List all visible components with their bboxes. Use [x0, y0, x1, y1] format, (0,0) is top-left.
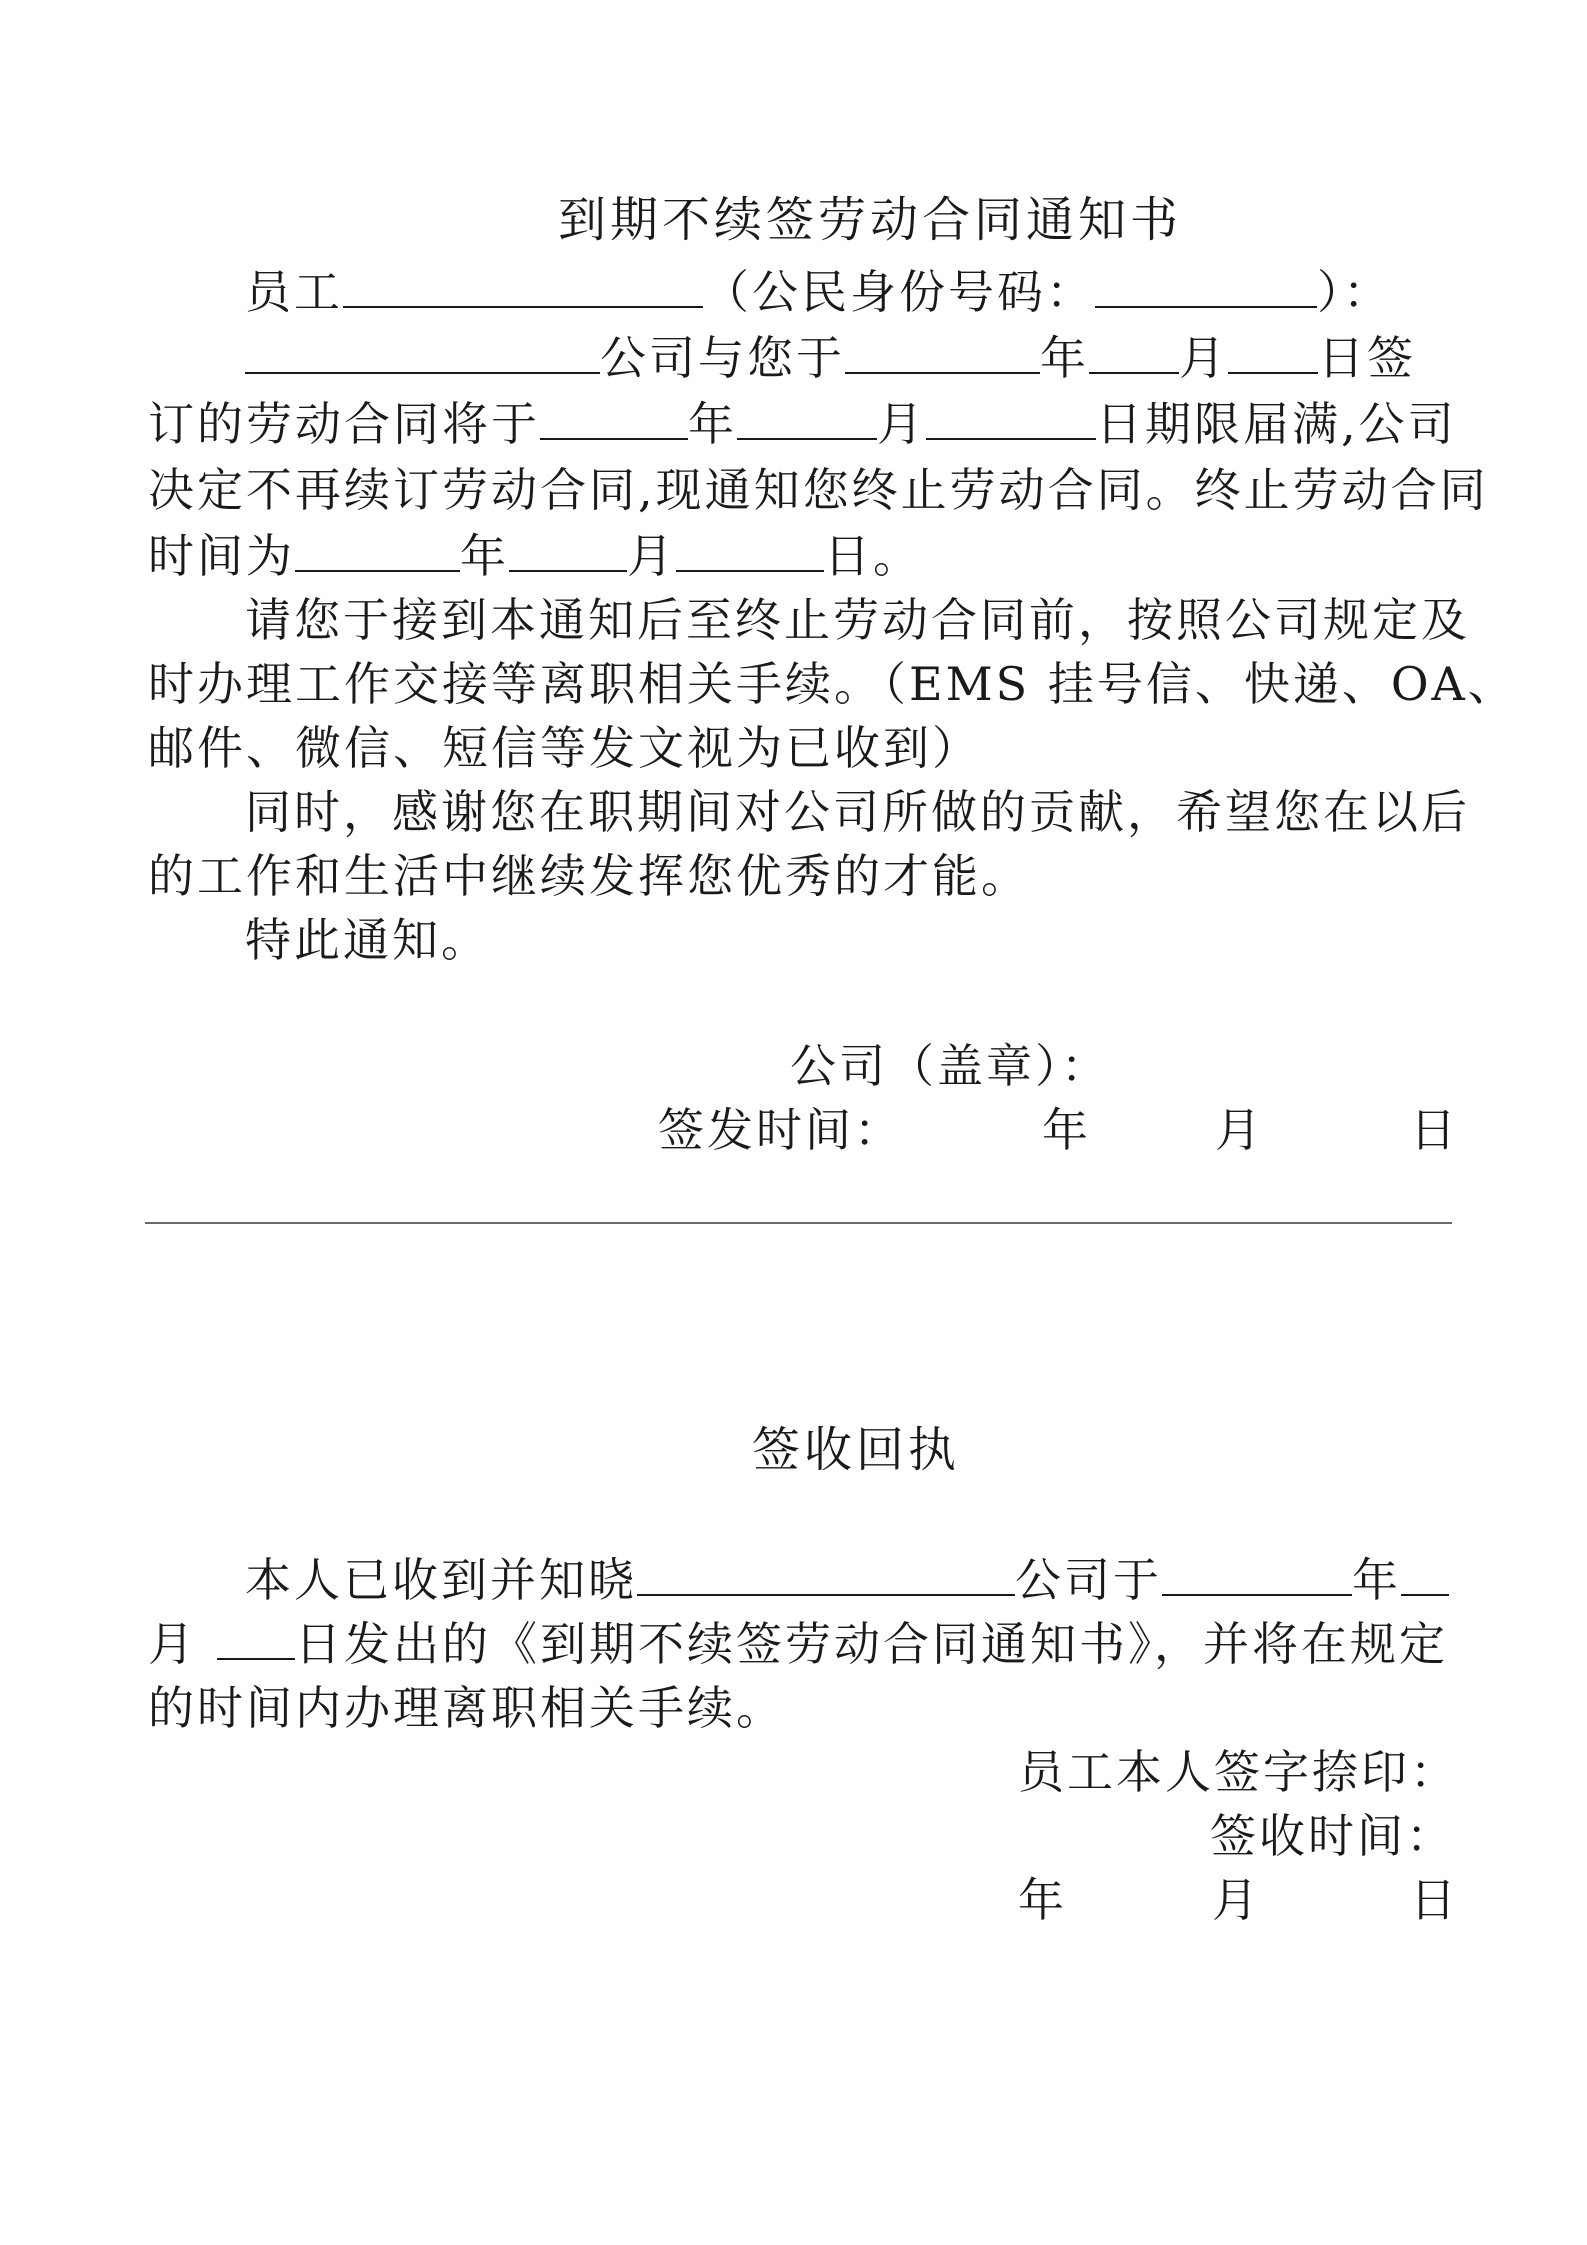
separator-line: [145, 1222, 1452, 1224]
issue-day-text: 日: [1410, 1103, 1459, 1157]
receipt-month-text: 月: [1212, 1873, 1261, 1927]
receipt-day-text: 日: [1410, 1873, 1459, 1927]
sign-day-blank[interactable]: [1228, 328, 1318, 374]
id-number-label: （公民身份号码：: [703, 265, 1095, 319]
company-name-blank[interactable]: [245, 328, 600, 374]
thanks-paragraph-line1: 同时，感谢您在职期间对公司所做的贡献，希望您在以后: [245, 785, 1470, 839]
day-text: 日。: [824, 529, 922, 583]
id-number-close: ）：: [1317, 265, 1392, 319]
termination-day-blank[interactable]: [676, 526, 824, 572]
notice-title: 到期不续签劳动合同通知书: [558, 192, 1183, 248]
employee-label: 员工: [245, 265, 343, 319]
receipt-year-blank[interactable]: [1162, 1550, 1352, 1596]
handover-paragraph-line2: 时办理工作交接等离职相关手续。（EMS 挂号信、快递、OA、: [148, 657, 1517, 711]
receipt-year-text: 年: [1018, 1873, 1067, 1927]
receive-time-label: 签收时间：: [1210, 1809, 1455, 1863]
expiry-day-blank[interactable]: [926, 394, 1096, 440]
month-text: 月: [627, 529, 676, 583]
contract-expiry-text: 订的劳动合同将于: [148, 397, 540, 451]
decision-line: 决定不再续订劳动合同,现通知您终止劳动合同。终止劳动合同: [148, 463, 1489, 517]
sign-year-blank[interactable]: [845, 328, 1040, 374]
contract-sign-line: [245, 328, 1416, 388]
receipt-line3: 的时间内办理离职相关手续。: [148, 1681, 785, 1735]
id-number-blank[interactable]: [1095, 262, 1317, 308]
receipt-title: 签收回执: [752, 1422, 961, 1478]
issue-year-text: 年: [1042, 1103, 1091, 1157]
termination-date-line: [148, 526, 922, 586]
issue-date-label: 签发时间：: [658, 1103, 903, 1157]
company-seal-label: 公司（盖章）：: [790, 1039, 1110, 1093]
expiry-line: [148, 394, 1457, 454]
issued-notice-text: 日发出的《到期不续签劳动合同通知书》，并将在规定: [295, 1617, 1448, 1671]
expiry-year-blank[interactable]: [540, 394, 688, 440]
acknowledge-text: 本人已收到并知晓: [245, 1553, 637, 1607]
closing-text: 特此通知。: [245, 913, 490, 967]
expiry-month-blank[interactable]: [737, 394, 877, 440]
day-sign-text: 日签: [1318, 331, 1416, 385]
month-text: 月: [877, 397, 926, 451]
company-on-text: 公司于: [1015, 1553, 1162, 1607]
handover-paragraph-line3: 邮件、微信、短信等发文视为已收到）: [148, 721, 981, 775]
month-text: 月: [1179, 331, 1228, 385]
receipt-line2: [148, 1614, 1448, 1674]
receipt-company-blank[interactable]: [637, 1550, 1015, 1596]
employee-signature-label: 员工本人签字捺印：: [1018, 1745, 1459, 1799]
employee-name-blank[interactable]: [343, 262, 703, 308]
year-text: 年: [1040, 331, 1089, 385]
company-with-you-text: 公司与您于: [600, 331, 845, 385]
month-text: 月: [148, 1617, 197, 1671]
handover-paragraph-line1: 请您于接到本通知后至终止劳动合同前，按照公司规定及: [245, 593, 1470, 647]
year-text: 年: [688, 397, 737, 451]
year-text: 年: [1352, 1553, 1401, 1607]
employee-line: [245, 262, 1392, 322]
issue-month-text: 月: [1215, 1103, 1264, 1157]
termination-year-blank[interactable]: [295, 526, 460, 572]
receipt-month-blank[interactable]: [1401, 1550, 1449, 1596]
termination-month-blank[interactable]: [509, 526, 627, 572]
termination-time-text: 时间为: [148, 529, 295, 583]
year-text: 年: [460, 529, 509, 583]
sign-month-blank[interactable]: [1089, 328, 1179, 374]
receipt-day-blank[interactable]: [217, 1614, 295, 1660]
receipt-line1: [245, 1550, 1449, 1610]
expiry-rest-text: 日期限届满,公司: [1096, 397, 1457, 451]
thanks-paragraph-line2: 的工作和生活中继续发挥您优秀的才能。: [148, 849, 1030, 903]
